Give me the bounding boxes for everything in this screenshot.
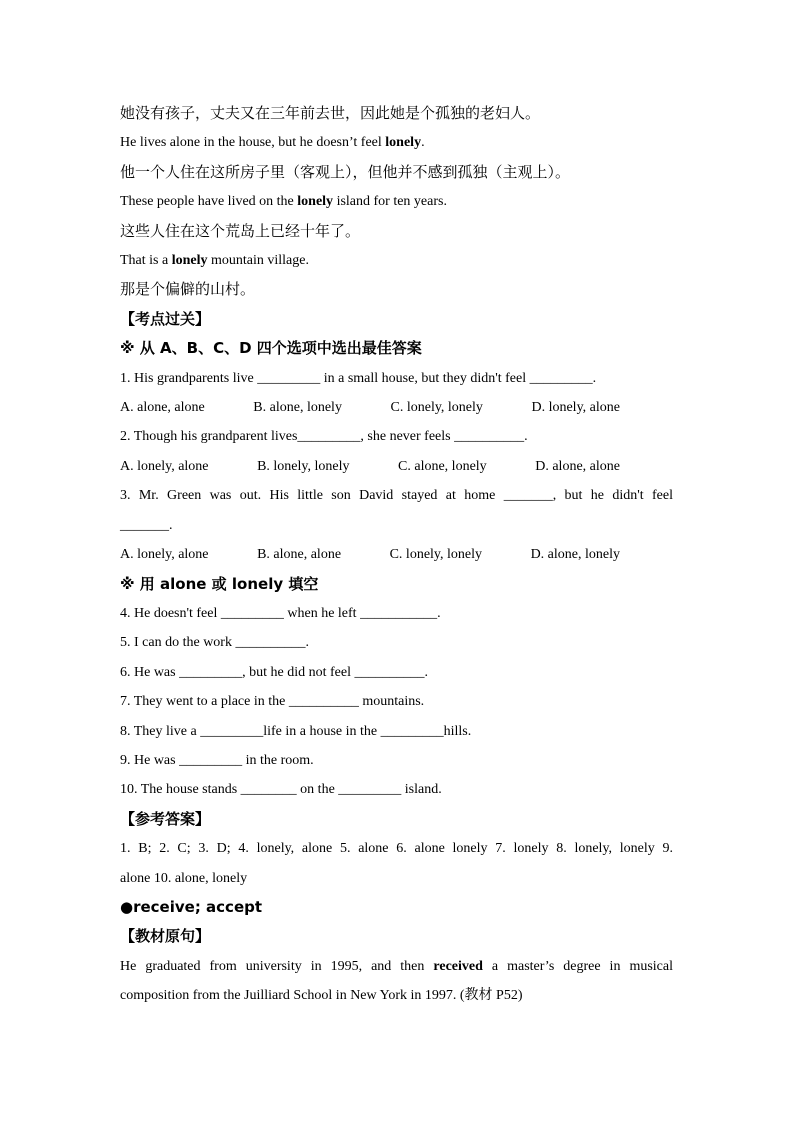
question-10: 10. The house stands ________ on the _________ island.	[120, 782, 442, 798]
textbook-sentence-line-2: composition from the Juilliard School in New York in 1997. (教材 P52)	[120, 988, 523, 1004]
question-4: 4. He doesn't feel _________ when he left ___________.	[120, 605, 441, 621]
example-en-1-keyword: lonely	[385, 135, 422, 151]
question-5: 5. I can do the work __________.	[120, 635, 309, 651]
example-en-3	[120, 246, 673, 275]
example-en-2	[120, 187, 673, 216]
question-2-options	[120, 452, 620, 481]
section-heading-kaodian: 【考点过关】	[120, 309, 211, 328]
example-en-3-post: mountain village.	[207, 253, 309, 269]
option-a: A. lonely, alone	[120, 458, 209, 474]
section-heading-textbook: 【教材原句】	[120, 927, 211, 946]
answers-line-1: 1. B; 2. C; 3. D; 4. lonely, alone 5. alone 6. alone lonely 7. lonely 8. lonely, lonely 9.	[120, 841, 673, 857]
textbook-keyword: received	[433, 958, 483, 974]
question-3-line-1: 3. Mr. Green was out. His little son David stayed at home _______, but he didn't feel	[120, 488, 673, 504]
textbook-line-1-post: a master’s degree in musical	[482, 958, 673, 974]
question-1: 1. His grandparents live _________ in a small house, but they didn't feel _________.	[120, 370, 597, 386]
example-en-3-pre: That is a	[120, 253, 172, 269]
option-c: C. alone, lonely	[398, 458, 487, 474]
example-en-2-pre: These people have lived on the	[120, 194, 298, 210]
bullet-heading-receive-accept: ●receive; accept	[120, 897, 263, 916]
example-en-1	[120, 128, 673, 157]
option-d: D. lonely, alone	[531, 400, 620, 416]
option-d: D. alone, alone	[535, 458, 620, 474]
option-a: A. lonely, alone	[120, 547, 209, 563]
option-a: A. alone, alone	[120, 400, 205, 416]
option-b: B. alone, alone	[257, 547, 342, 563]
question-3-options	[120, 540, 620, 569]
option-c: C. lonely, lonely	[389, 547, 483, 563]
instruction-fill-blank: ※ 用 alone 或 lonely 填空	[120, 574, 319, 593]
question-2: 2. Though his grandparent lives_________, she never feels __________.	[120, 429, 528, 445]
example-en-2-post: island for ten years.	[333, 194, 447, 210]
question-3-line-2: _______.	[120, 517, 173, 533]
textbook-sentence-line-1	[120, 952, 673, 981]
question-7: 7. They went to a place in the __________ mountains.	[120, 694, 425, 710]
example-en-1-pre: He lives alone in the house, but he doesn’t feel	[120, 135, 386, 151]
question-6: 6. He was _________, but he did not feel __________.	[120, 664, 428, 680]
section-heading-answers: 【参考答案】	[120, 809, 211, 828]
question-8: 8. They live a _________life in a house in the _________hills.	[120, 723, 472, 739]
answers-line-2: alone 10. alone, lonely	[120, 870, 248, 886]
question-9: 9. He was _________ in the room.	[120, 752, 314, 768]
example-en-1-post: .	[421, 135, 425, 151]
example-cn-1: 她没有孩子，丈夫又在三年前去世，因此她是个孤独的老妇人。	[120, 104, 541, 122]
example-cn-3: 这些人住在这个荒岛上已经十年了。	[120, 221, 361, 240]
example-cn-2: 他一个人住在这所房子里（客观上），但他并不感到孤独（主观上）。	[120, 162, 571, 181]
instruction-multiple-choice: ※ 从 A、B、C、D 四个选项中选出最佳答案	[120, 339, 422, 358]
document-page	[120, 99, 673, 1011]
textbook-line-1-pre: He graduated from university in 1995, and then	[120, 958, 434, 974]
option-c: C. lonely, lonely	[390, 400, 483, 416]
question-1-options	[120, 393, 620, 422]
option-d: D. alone, lonely	[530, 547, 620, 563]
example-en-2-keyword: lonely	[297, 194, 334, 210]
example-en-3-keyword: lonely	[171, 253, 208, 269]
example-cn-4: 那是个偏僻的山村。	[120, 280, 256, 299]
option-b: B. alone, lonely	[253, 400, 342, 416]
option-b: B. lonely, lonely	[257, 458, 350, 474]
